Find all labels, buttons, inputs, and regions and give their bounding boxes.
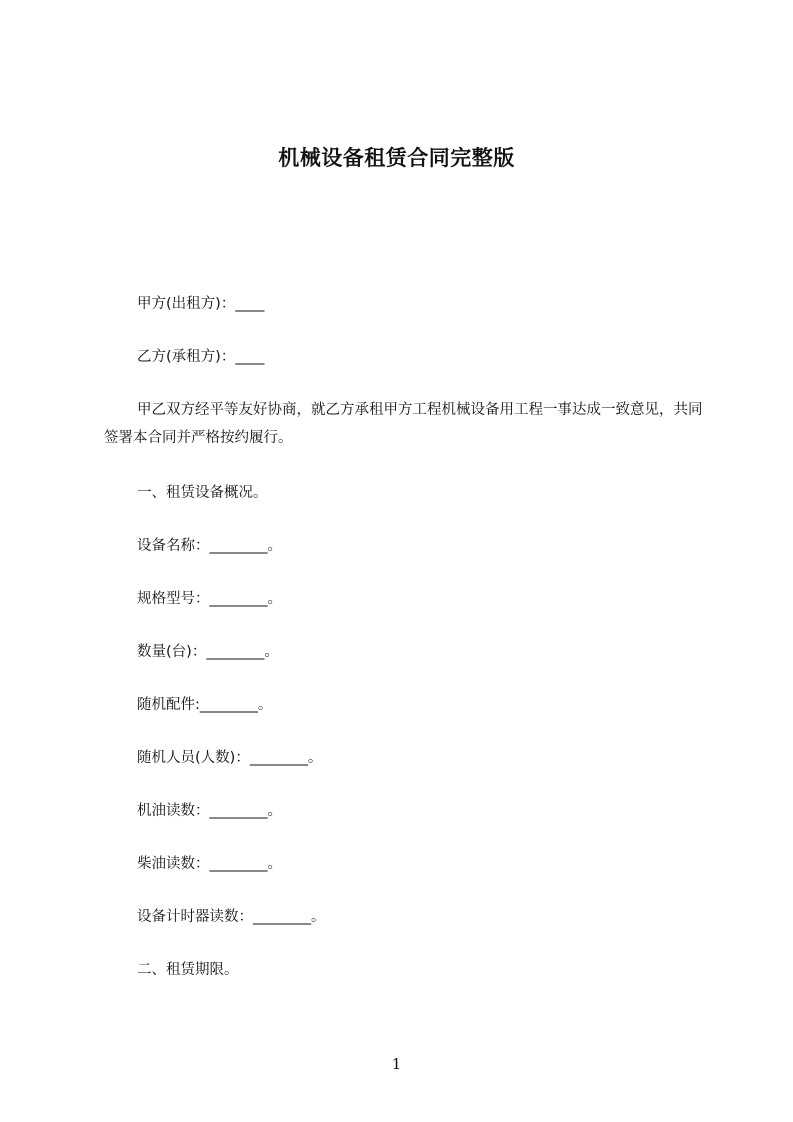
field-staff-count: 随机人员(人数)：________。 — [137, 750, 323, 766]
field-model: 规格型号：________。 — [137, 591, 282, 607]
section-heading-1: 一、租赁设备概况。 — [137, 485, 268, 501]
field-timer-reading: 设备计时器读数：________。 — [137, 909, 326, 925]
field-quantity: 数量(台)：________。 — [137, 644, 279, 660]
document-title: 机械设备租赁合同完整版 — [278, 146, 515, 170]
intro-paragraph: 甲乙双方经平等友好协商，就乙方承租甲方工程机械设备用工程一事达成一致意见，共同签署本合同并严格按约履行。 — [104, 402, 703, 446]
field-diesel-reading: 柴油读数：________。 — [137, 856, 282, 872]
section-heading-2: 二、租赁期限。 — [137, 962, 239, 978]
field-oil-reading: 机油读数：________。 — [137, 803, 282, 819]
page-number: 1 — [391, 1055, 402, 1073]
field-equipment-name: 设备名称：________。 — [137, 538, 282, 554]
field-accessories: 随机配件:________。 — [137, 697, 273, 713]
party-a-line: 甲方(出租方)：____ — [137, 296, 265, 312]
party-b-line: 乙方(承租方)：____ — [137, 349, 265, 365]
